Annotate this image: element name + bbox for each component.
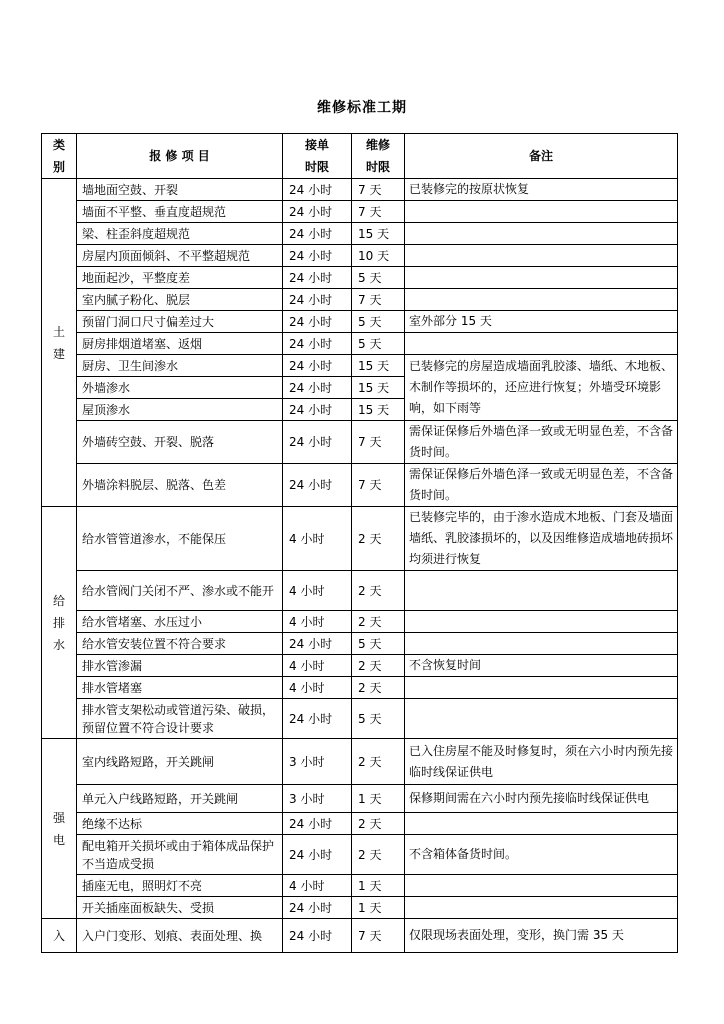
note-cell [405,677,678,699]
item-cell: 开关插座面板缺失、受损 [77,897,283,919]
item-cell: 梁、柱歪斜度超规范 [77,223,283,245]
note-cell: 室外部分 15 天 [405,311,678,333]
repair-cell: 7 天 [352,289,405,311]
repair-cell: 7 天 [352,421,405,464]
table-row [42,835,678,875]
repair-cell: 2 天 [352,507,405,571]
item-cell: 排水管支架松动或管道污染、破损，预留位置不符合设计要求 [77,699,283,739]
repair-cell: 5 天 [352,311,405,333]
repair-cell: 15 天 [352,399,405,421]
table-row [42,311,678,333]
note-cell: 已装修完的按原状恢复 [405,179,678,201]
item-cell: 插座无电，照明灯不亮 [77,875,283,897]
accept-cell: 4 小时 [283,571,352,611]
item-cell: 配电箱开关损坏或由于箱体成品保护不当造成受损 [77,835,283,875]
table-row [42,611,678,633]
repair-cell: 5 天 [352,333,405,355]
note-cell [405,699,678,739]
repair-cell: 7 天 [352,919,405,953]
table-row [42,739,678,785]
table-row [42,245,678,267]
table-row [42,677,678,699]
accept-cell: 24 小时 [283,813,352,835]
table-row [42,179,678,201]
item-cell: 室内腻子粉化、脱层 [77,289,283,311]
accept-cell: 4 小时 [283,655,352,677]
accept-cell: 24 小时 [283,633,352,655]
accept-cell: 24 小时 [283,201,352,223]
accept-cell: 24 小时 [283,311,352,333]
item-cell: 厨房排烟道堵塞、返烟 [77,333,283,355]
header-category: 类别 [42,134,77,179]
table-row [42,897,678,919]
repair-cell: 1 天 [352,897,405,919]
note-cell: 已装修完毕的，由于渗水造成木地板、门套及墙面墙纸、乳胶漆损坏的，以及因维修造成墙地砖损坏均须进行恢复 [405,507,678,571]
repair-period-table [41,133,678,953]
item-cell: 给水管堵塞、水压过小 [77,611,283,633]
table-row [42,421,678,464]
note-cell [405,875,678,897]
repair-cell: 10 天 [352,245,405,267]
accept-cell: 24 小时 [283,464,352,507]
repair-cell: 2 天 [352,739,405,785]
note-cell [405,201,678,223]
note-cell [405,333,678,355]
table-header-row [42,134,678,179]
item-cell: 厨房、卫生间渗水 [77,355,283,377]
accept-cell: 24 小时 [283,377,352,399]
item-cell: 给水管阀门关闭不严、渗水或不能开 [77,571,283,611]
repair-cell: 2 天 [352,677,405,699]
item-cell: 单元入户线路短路，开关跳闸 [77,785,283,813]
table-row [42,289,678,311]
table-row [42,699,678,739]
accept-cell: 24 小时 [283,699,352,739]
item-cell: 排水管堵塞 [77,677,283,699]
repair-cell: 7 天 [352,464,405,507]
note-cell [405,633,678,655]
item-cell: 给水管管道渗水，不能保压 [77,507,283,571]
note-cell [405,245,678,267]
table-row [42,875,678,897]
item-cell: 排水管渗漏 [77,655,283,677]
category-plumbing: 给排水 [42,507,77,739]
accept-cell: 24 小时 [283,245,352,267]
accept-cell: 24 小时 [283,421,352,464]
table-row [42,919,678,953]
repair-cell: 7 天 [352,201,405,223]
accept-cell: 4 小时 [283,875,352,897]
accept-cell: 24 小时 [283,333,352,355]
repair-cell: 2 天 [352,835,405,875]
accept-cell: 4 小时 [283,611,352,633]
note-cell: 需保证保修后外墙色泽一致或无明显色差，不含备货时间。 [405,421,678,464]
table-row [42,464,678,507]
item-cell: 外墙砖空鼓、开裂、脱落 [77,421,283,464]
accept-cell: 4 小时 [283,677,352,699]
repair-cell: 1 天 [352,875,405,897]
accept-cell: 24 小时 [283,919,352,953]
table-row [42,333,678,355]
table-row [42,785,678,813]
repair-cell: 5 天 [352,267,405,289]
item-cell: 外墙渗水 [77,377,283,399]
category-civil: 土建 [42,179,77,507]
table-row [42,507,678,571]
repair-cell: 2 天 [352,571,405,611]
header-note: 备注 [405,134,678,179]
note-cell: 需保证保修后外墙色泽一致或无明显色差，不含备货时间。 [405,464,678,507]
item-cell: 室内线路短路，开关跳闸 [77,739,283,785]
repair-cell: 7 天 [352,179,405,201]
repair-cell: 15 天 [352,355,405,377]
table-row [42,655,678,677]
item-cell: 地面起沙，平整度差 [77,267,283,289]
accept-cell: 3 小时 [283,739,352,785]
table-row [42,355,678,377]
accept-cell: 24 小时 [283,897,352,919]
repair-cell: 15 天 [352,377,405,399]
note-cell [405,611,678,633]
accept-cell: 3 小时 [283,785,352,813]
header-item: 报 修 项 目 [77,134,283,179]
header-repair-time: 维修时限 [352,134,405,179]
table-row [42,571,678,611]
note-cell [405,571,678,611]
note-cell [405,813,678,835]
item-cell: 房屋内顶面倾斜、不平整超规范 [77,245,283,267]
item-cell: 绝缘不达标 [77,813,283,835]
accept-cell: 24 小时 [283,179,352,201]
table-row [42,813,678,835]
item-cell: 屋顶渗水 [77,399,283,421]
accept-cell: 24 小时 [283,267,352,289]
repair-cell: 15 天 [352,223,405,245]
note-cell: 仅限现场表面处理，变形，换门需 35 天 [405,919,678,953]
repair-cell: 2 天 [352,813,405,835]
header-accept-time: 接单时限 [283,134,352,179]
category-entry: 入 [42,919,77,953]
item-cell: 墙地面空鼓、开裂 [77,179,283,201]
note-cell [405,897,678,919]
note-cell [405,223,678,245]
accept-cell: 4 小时 [283,507,352,571]
repair-cell: 5 天 [352,699,405,739]
repair-cell: 2 天 [352,611,405,633]
item-cell: 入户门变形、划痕、表面处理、换 [77,919,283,953]
repair-cell: 1 天 [352,785,405,813]
accept-cell: 24 小时 [283,355,352,377]
table-row [42,201,678,223]
accept-cell: 24 小时 [283,223,352,245]
note-cell: 不含恢复时间 [405,655,678,677]
note-cell: 已入住房屋不能及时修复时，须在六小时内预先接临时线保证供电 [405,739,678,785]
accept-cell: 24 小时 [283,289,352,311]
item-cell: 给水管安装位置不符合要求 [77,633,283,655]
repair-cell: 2 天 [352,655,405,677]
item-cell: 预留门洞口尺寸偏差过大 [77,311,283,333]
item-cell: 外墙涂料脱层、脱落、色差 [77,464,283,507]
accept-cell: 24 小时 [283,399,352,421]
table-row [42,267,678,289]
note-cell: 保修期间需在六小时内预先接临时线保证供电 [405,785,678,813]
item-cell: 墙面不平整、垂直度超规范 [77,201,283,223]
table-row [42,633,678,655]
category-electrical: 强电 [42,739,77,919]
page-title: 维修标准工期 [317,100,407,116]
note-cell: 已装修完的房屋造成墙面乳胶漆、墙纸、木地板、木制作等损坏的，还应进行恢复；外墙受环境影响，如下雨等 [405,355,678,421]
note-cell: 不含箱体备货时间。 [405,835,678,875]
repair-cell: 5 天 [352,633,405,655]
accept-cell: 24 小时 [283,835,352,875]
table-row [42,223,678,245]
note-cell [405,267,678,289]
note-cell [405,289,678,311]
